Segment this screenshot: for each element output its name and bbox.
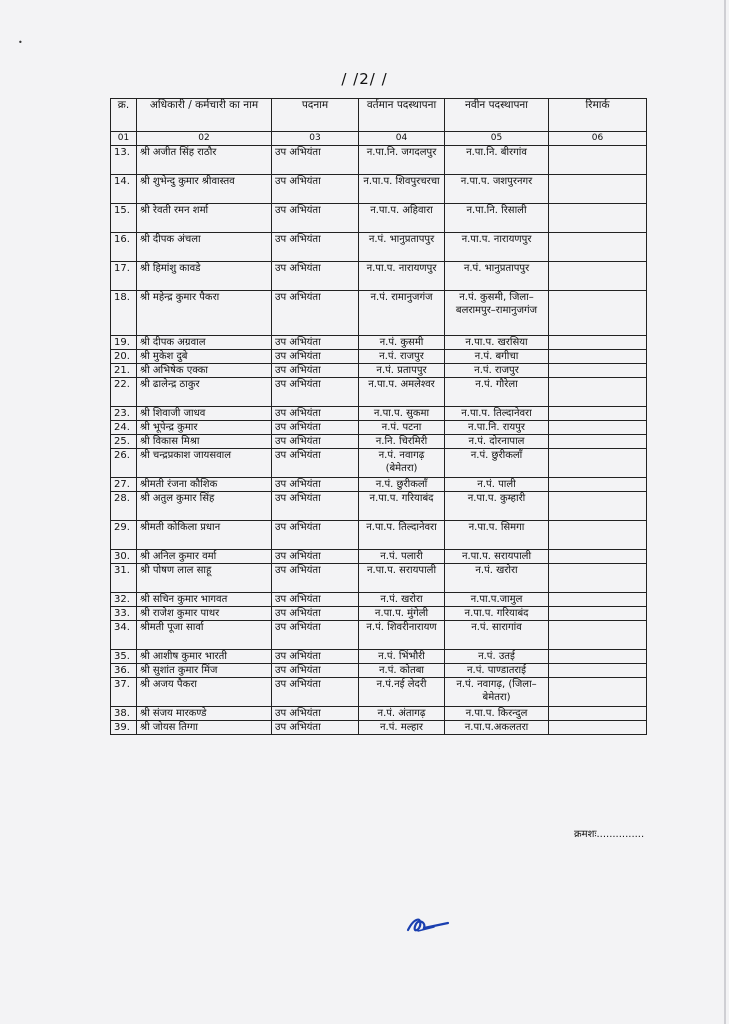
row-serial: 22.	[111, 378, 137, 407]
row-serial: 38.	[111, 707, 137, 721]
column-number: 01	[111, 132, 137, 146]
row-name: श्री अभिषेक एक्का	[137, 364, 272, 378]
row-designation: उप अभियंता	[272, 435, 359, 449]
table-row	[111, 262, 647, 291]
row-remark	[549, 233, 647, 262]
table-row	[111, 146, 647, 175]
transfer-table	[110, 98, 647, 735]
row-current-posting: न.पा.प. शिवपुरचरचा	[359, 175, 445, 204]
row-current-posting: न.पं. खरोरा	[359, 593, 445, 607]
row-current-posting: न.पा.प. सुकमा	[359, 407, 445, 421]
header-designation: पदनाम	[272, 99, 359, 132]
row-new-posting: न.पा.प. नारायणपुर	[445, 233, 549, 262]
table-row	[111, 175, 647, 204]
row-current-posting: न.पं. प्रतापपुर	[359, 364, 445, 378]
table-row	[111, 721, 647, 735]
row-serial: 34.	[111, 621, 137, 650]
header-name: अधिकारी / कर्मचारी का नाम	[137, 99, 272, 132]
row-current-posting: न.पा.प. तिल्दानेवरा	[359, 521, 445, 550]
table-row	[111, 478, 647, 492]
row-designation: उप अभियंता	[272, 291, 359, 336]
row-designation: उप अभियंता	[272, 492, 359, 521]
table-row	[111, 291, 647, 336]
row-serial: 18.	[111, 291, 137, 336]
row-name: श्री सुशांत कुमार मिंज	[137, 664, 272, 678]
row-name: श्री जोयस तिग्गा	[137, 721, 272, 735]
row-serial: 19.	[111, 336, 137, 350]
row-remark	[549, 621, 647, 650]
row-new-posting: न.पं. पाली	[445, 478, 549, 492]
row-remark	[549, 607, 647, 621]
row-serial: 35.	[111, 650, 137, 664]
row-current-posting: न.पं. मल्हार	[359, 721, 445, 735]
row-serial: 14.	[111, 175, 137, 204]
row-current-posting: न.पं. शिवरीनारायण	[359, 621, 445, 650]
row-name: श्री विकास मिश्रा	[137, 435, 272, 449]
row-designation: उप अभियंता	[272, 146, 359, 175]
row-name: श्री सचिन कुमार भागवत	[137, 593, 272, 607]
table-row	[111, 593, 647, 607]
row-serial: 24.	[111, 421, 137, 435]
row-remark	[549, 550, 647, 564]
row-new-posting: न.पं. बगीचा	[445, 350, 549, 364]
scan-specks: •	[18, 38, 23, 47]
row-name: श्री महेन्द्र कुमार पैकरा	[137, 291, 272, 336]
table-row	[111, 492, 647, 521]
column-number-row	[111, 132, 647, 146]
row-current-posting: न.पं. पलारी	[359, 550, 445, 564]
table-row	[111, 564, 647, 593]
table-row	[111, 421, 647, 435]
row-remark	[549, 721, 647, 735]
row-name: श्री अजय पैकरा	[137, 678, 272, 707]
table-header-row	[111, 99, 647, 132]
row-new-posting: न.पं. कुसमी, जिला–बलरामपुर–रामानुजगंज	[445, 291, 549, 336]
row-designation: उप अभियंता	[272, 550, 359, 564]
row-remark	[549, 175, 647, 204]
row-remark	[549, 678, 647, 707]
row-new-posting: न.पं. खरोरा	[445, 564, 549, 593]
row-new-posting: न.पं. सारागांव	[445, 621, 549, 650]
row-remark	[549, 350, 647, 364]
row-remark	[549, 707, 647, 721]
row-remark	[549, 204, 647, 233]
row-serial: 30.	[111, 550, 137, 564]
signature	[404, 914, 452, 936]
row-name: श्री संजय मारकण्डे	[137, 707, 272, 721]
row-serial: 28.	[111, 492, 137, 521]
row-designation: उप अभियंता	[272, 378, 359, 407]
row-designation: उप अभियंता	[272, 262, 359, 291]
row-remark	[549, 421, 647, 435]
row-name: श्री पोषण लाल साहू	[137, 564, 272, 593]
row-name: श्री ढालेन्द्र ठाकुर	[137, 378, 272, 407]
row-remark	[549, 650, 647, 664]
row-new-posting: न.पं. राजपुर	[445, 364, 549, 378]
row-current-posting: न.पा.नि. जगदलपुर	[359, 146, 445, 175]
row-remark	[549, 435, 647, 449]
table-row	[111, 650, 647, 664]
row-designation: उप अभियंता	[272, 707, 359, 721]
row-designation: उप अभियंता	[272, 607, 359, 621]
row-designation: उप अभियंता	[272, 204, 359, 233]
row-serial: 31.	[111, 564, 137, 593]
row-new-posting: न.पा.नि. रायपुर	[445, 421, 549, 435]
table-row	[111, 204, 647, 233]
row-current-posting: न.पा.प. अहिवारा	[359, 204, 445, 233]
row-designation: उप अभियंता	[272, 721, 359, 735]
row-name: श्री राजेश कुमार पाथर	[137, 607, 272, 621]
row-new-posting: न.पा.प. गरियाबंद	[445, 607, 549, 621]
row-current-posting: न.नि. चिरमिरी	[359, 435, 445, 449]
column-number: 06	[549, 132, 647, 146]
row-remark	[549, 664, 647, 678]
page-edge	[724, 0, 726, 1024]
table-row	[111, 435, 647, 449]
row-name: श्री मुकेश दुबे	[137, 350, 272, 364]
page-number: / /2/ /	[341, 70, 388, 88]
table-row	[111, 707, 647, 721]
row-name: श्री अतुल कुमार सिंह	[137, 492, 272, 521]
row-designation: उप अभियंता	[272, 478, 359, 492]
row-name: श्री चन्द्रप्रकाश जायसवाल	[137, 449, 272, 478]
row-new-posting: न.पा.प. सरायपाली	[445, 550, 549, 564]
row-new-posting: न.पा.प. खरसिया	[445, 336, 549, 350]
row-current-posting: न.पा.प. गरियाबंद	[359, 492, 445, 521]
row-remark	[549, 291, 647, 336]
row-new-posting: न.पा.प. कुम्हारी	[445, 492, 549, 521]
row-serial: 23.	[111, 407, 137, 421]
row-name: श्री दीपक अंचला	[137, 233, 272, 262]
column-number: 03	[272, 132, 359, 146]
table-body	[111, 146, 647, 735]
row-remark	[549, 262, 647, 291]
row-designation: उप अभियंता	[272, 621, 359, 650]
table-row	[111, 678, 647, 707]
row-name: श्री शिवाजी जाधव	[137, 407, 272, 421]
row-designation: उप अभियंता	[272, 336, 359, 350]
continued-note: क्रमशः...............	[574, 829, 645, 840]
row-new-posting: न.पा.प. सिमगा	[445, 521, 549, 550]
row-new-posting: न.पं. दोरनापाल	[445, 435, 549, 449]
row-remark	[549, 364, 647, 378]
row-remark	[549, 449, 647, 478]
row-new-posting: न.पा.प.अकलतरा	[445, 721, 549, 735]
table-row	[111, 378, 647, 407]
table-row	[111, 664, 647, 678]
row-remark	[549, 336, 647, 350]
row-name: श्री आशीष कुमार भारती	[137, 650, 272, 664]
row-designation: उप अभियंता	[272, 521, 359, 550]
row-remark	[549, 478, 647, 492]
row-remark	[549, 378, 647, 407]
row-current-posting: न.पं. रामानुजगंज	[359, 291, 445, 336]
table-row	[111, 621, 647, 650]
row-new-posting: न.पं. पाण्डातराई	[445, 664, 549, 678]
row-serial: 37.	[111, 678, 137, 707]
table-row	[111, 407, 647, 421]
row-serial: 17.	[111, 262, 137, 291]
row-serial: 27.	[111, 478, 137, 492]
row-designation: उप अभियंता	[272, 678, 359, 707]
row-name: श्री अनिल कुमार वर्मा	[137, 550, 272, 564]
column-number: 04	[359, 132, 445, 146]
row-serial: 26.	[111, 449, 137, 478]
row-current-posting: न.पं. पटना	[359, 421, 445, 435]
row-serial: 33.	[111, 607, 137, 621]
row-new-posting: न.पा.प. किरन्दुल	[445, 707, 549, 721]
row-new-posting: न.पा.प. जशपुरनगर	[445, 175, 549, 204]
row-designation: उप अभियंता	[272, 564, 359, 593]
table-row	[111, 364, 647, 378]
row-serial: 29.	[111, 521, 137, 550]
row-current-posting: न.पं. छुरीकलाँ	[359, 478, 445, 492]
row-remark	[549, 593, 647, 607]
row-designation: उप अभियंता	[272, 350, 359, 364]
row-new-posting: न.पा.प.जामुल	[445, 593, 549, 607]
row-remark	[549, 492, 647, 521]
row-designation: उप अभियंता	[272, 233, 359, 262]
header-current-posting: वर्तमान पदस्थापना	[359, 99, 445, 132]
row-designation: उप अभियंता	[272, 407, 359, 421]
header-serial: क्र.	[111, 99, 137, 132]
row-current-posting: न.पं. अंतागढ़	[359, 707, 445, 721]
row-serial: 16.	[111, 233, 137, 262]
row-serial: 20.	[111, 350, 137, 364]
row-serial: 15.	[111, 204, 137, 233]
row-current-posting: न.पं. कोतबा	[359, 664, 445, 678]
row-current-posting: न.पा.प. मुंगेली	[359, 607, 445, 621]
column-number: 05	[445, 132, 549, 146]
row-name: श्रीमती रंजना कौशिक	[137, 478, 272, 492]
row-serial: 36.	[111, 664, 137, 678]
row-current-posting: न.पा.प. अमलेश्वर	[359, 378, 445, 407]
header-new-posting: नवीन पदस्थापना	[445, 99, 549, 132]
row-new-posting: न.पं. गौरेला	[445, 378, 549, 407]
row-serial: 21.	[111, 364, 137, 378]
row-remark	[549, 521, 647, 550]
row-new-posting: न.पा.नि. बीरगांव	[445, 146, 549, 175]
row-name: श्री हिमांशु कावडे	[137, 262, 272, 291]
column-number: 02	[137, 132, 272, 146]
row-designation: उप अभियंता	[272, 650, 359, 664]
row-current-posting: न.पा.प. सरायपाली	[359, 564, 445, 593]
row-current-posting: न.पं. भिंभौरी	[359, 650, 445, 664]
row-serial: 25.	[111, 435, 137, 449]
row-remark	[549, 564, 647, 593]
row-current-posting: न.पं. नवागढ़ (बेमेतरा)	[359, 449, 445, 478]
table-row	[111, 521, 647, 550]
row-current-posting: न.पं. राजपुर	[359, 350, 445, 364]
row-remark	[549, 146, 647, 175]
row-remark	[549, 407, 647, 421]
row-serial: 39.	[111, 721, 137, 735]
row-designation: उप अभियंता	[272, 664, 359, 678]
row-current-posting: न.पं.नई लेदरी	[359, 678, 445, 707]
row-name: श्री रेवती रमन शर्मा	[137, 204, 272, 233]
row-new-posting: न.पा.प. तिल्दानेवरा	[445, 407, 549, 421]
row-name: श्रीमती कोकिला प्रधान	[137, 521, 272, 550]
table-row	[111, 350, 647, 364]
row-serial: 32.	[111, 593, 137, 607]
row-current-posting: न.पा.प. नारायणपुर	[359, 262, 445, 291]
row-designation: उप अभियंता	[272, 364, 359, 378]
table-row	[111, 607, 647, 621]
row-current-posting: न.पं. भानुप्रतापपुर	[359, 233, 445, 262]
row-designation: उप अभियंता	[272, 449, 359, 478]
row-new-posting: न.पं. नवागढ़, (जिला–बेमेतरा)	[445, 678, 549, 707]
row-name: श्री दीपक अग्रवाल	[137, 336, 272, 350]
table-row	[111, 550, 647, 564]
row-name: श्री शुभेन्दु कुमार श्रीवास्तव	[137, 175, 272, 204]
table-row	[111, 449, 647, 478]
row-new-posting: न.पं. भानुप्रतापपुर	[445, 262, 549, 291]
table-row	[111, 233, 647, 262]
header-remark: रिमार्क	[549, 99, 647, 132]
row-name: श्री भूपेन्द्र कुमार	[137, 421, 272, 435]
row-serial: 13.	[111, 146, 137, 175]
row-new-posting: न.पा.नि. रिसाली	[445, 204, 549, 233]
row-designation: उप अभियंता	[272, 421, 359, 435]
row-name: श्रीमती पूजा सार्वा	[137, 621, 272, 650]
row-current-posting: न.पं. कुसमी	[359, 336, 445, 350]
table-row	[111, 336, 647, 350]
row-new-posting: न.पं. उतई	[445, 650, 549, 664]
row-designation: उप अभियंता	[272, 175, 359, 204]
row-new-posting: न.पं. छुरीकलाँ	[445, 449, 549, 478]
row-designation: उप अभियंता	[272, 593, 359, 607]
row-name: श्री अजीत सिंह राठौर	[137, 146, 272, 175]
